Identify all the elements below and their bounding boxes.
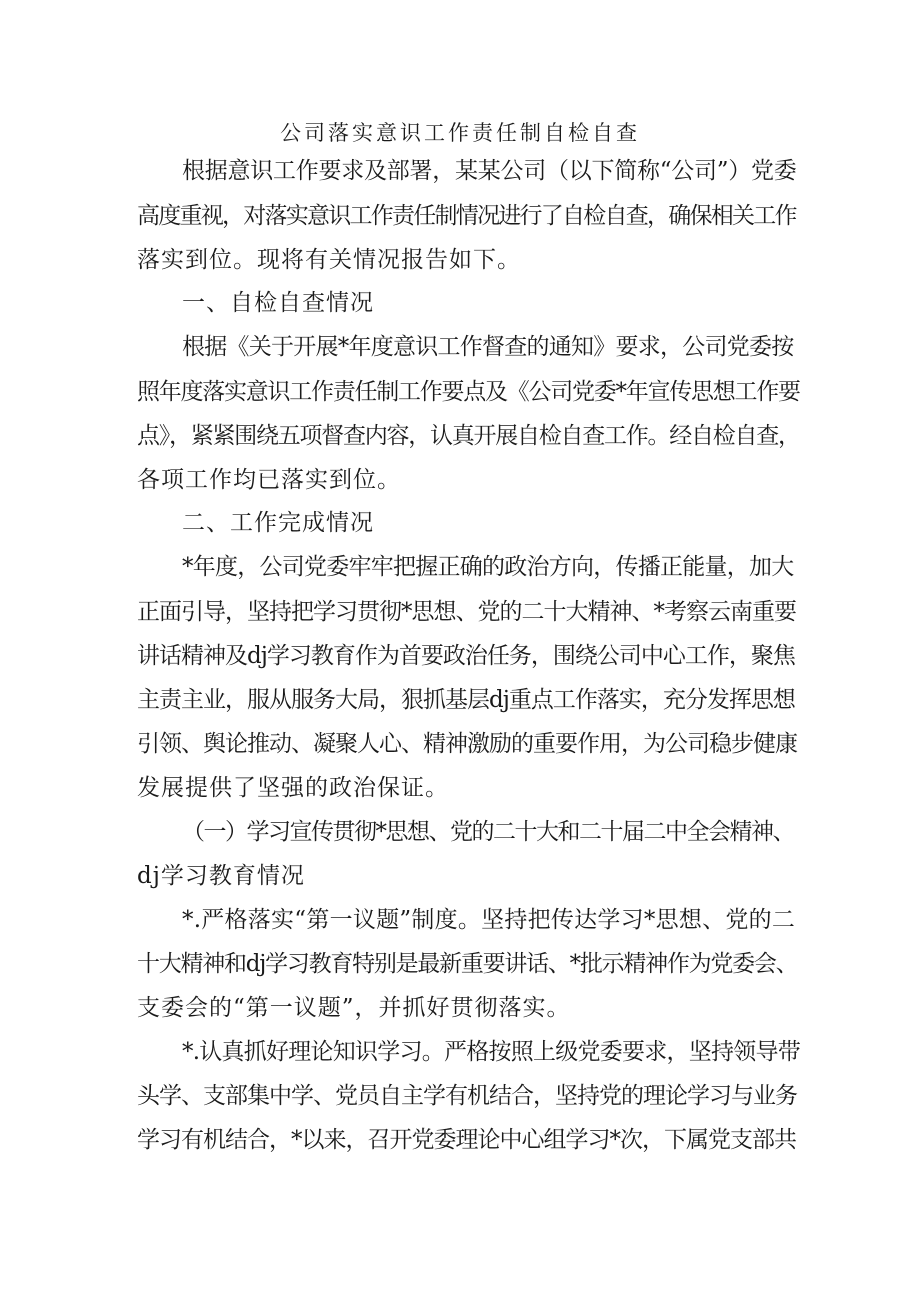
section-2-line-6: 发展提供了坚强的政治保证。 — [137, 775, 449, 801]
item-2-line-1: *.认真抓好理论知识学习。严格按照上级党委要求，坚持领导带 — [182, 1039, 801, 1065]
intro-line-3: 落实到位。现将有关情况报告如下。 — [137, 247, 521, 273]
section-1-line-3: 点》，紧紧围绕五项督查内容，认真开展自检自查工作。经自检自查， — [137, 423, 800, 449]
section-heading-2: 二、工作完成情况 — [182, 510, 374, 536]
section-2-line-1: *年度，公司党委牢牢把握正确的政治方向，传播正能量，加大 — [182, 554, 794, 580]
document-title: 公司落实意识工作责任制自检自查 — [280, 121, 640, 145]
sub-heading-1-line-1: （一）学习宣传贯彻*思想、党的二十大和二十届二中全会精神、 — [182, 819, 794, 845]
item-1-line-1: *.严格落实“第一议题”制度。坚持把传达学习*思想、党的二 — [182, 907, 796, 933]
section-2-line-4: 主责主业，服从服务大局，狠抓基层dj重点工作落实，充分发挥思想 — [137, 687, 795, 713]
sub-heading-1-line-2: dj学习教育情况 — [137, 863, 305, 889]
section-2-line-5: 引领、舆论推动、凝聚人心、精神激励的重要作用，为公司稳步健康 — [137, 731, 797, 757]
intro-line-2: 高度重视，对落实意识工作责任制情况进行了自检自查，确保相关工作 — [137, 203, 796, 229]
item-2-line-2: 头学、支部集中学、党员自主学有机结合，坚持党的理论学习与业务 — [137, 1083, 797, 1109]
item-1-line-3: 支委会的“第一议题”，并抓好贯彻落实。 — [137, 995, 571, 1021]
item-2-line-3: 学习有机结合，*以来，召开党委理论中心组学习*次，下属党支部共 — [137, 1127, 796, 1153]
section-1-line-1: 根据《关于开展*年度意识工作督查的通知》要求，公司党委按 — [182, 334, 794, 360]
section-heading-1: 一、自检自查情况 — [182, 290, 374, 316]
section-1-line-4: 各项工作均已落实到位。 — [137, 467, 401, 493]
section-2-line-3: 讲话精神及dj学习教育作为首要政治任务，围绕公司中心工作，聚焦 — [137, 643, 795, 669]
section-1-line-2: 照年度落实意识工作责任制工作要点及《公司党委*年宣传思想工作要 — [137, 379, 800, 405]
item-1-line-2: 十大精神和dj学习教育特别是最新重要讲话、*批示精神作为党委会、 — [137, 951, 798, 977]
section-2-line-2: 正面引导，坚持把学习贯彻*思想、党的二十大精神、*考察云南重要 — [137, 599, 796, 625]
intro-line-1: 根据意识工作要求及部署，某某公司（以下简称“公司”）党委 — [182, 158, 797, 184]
